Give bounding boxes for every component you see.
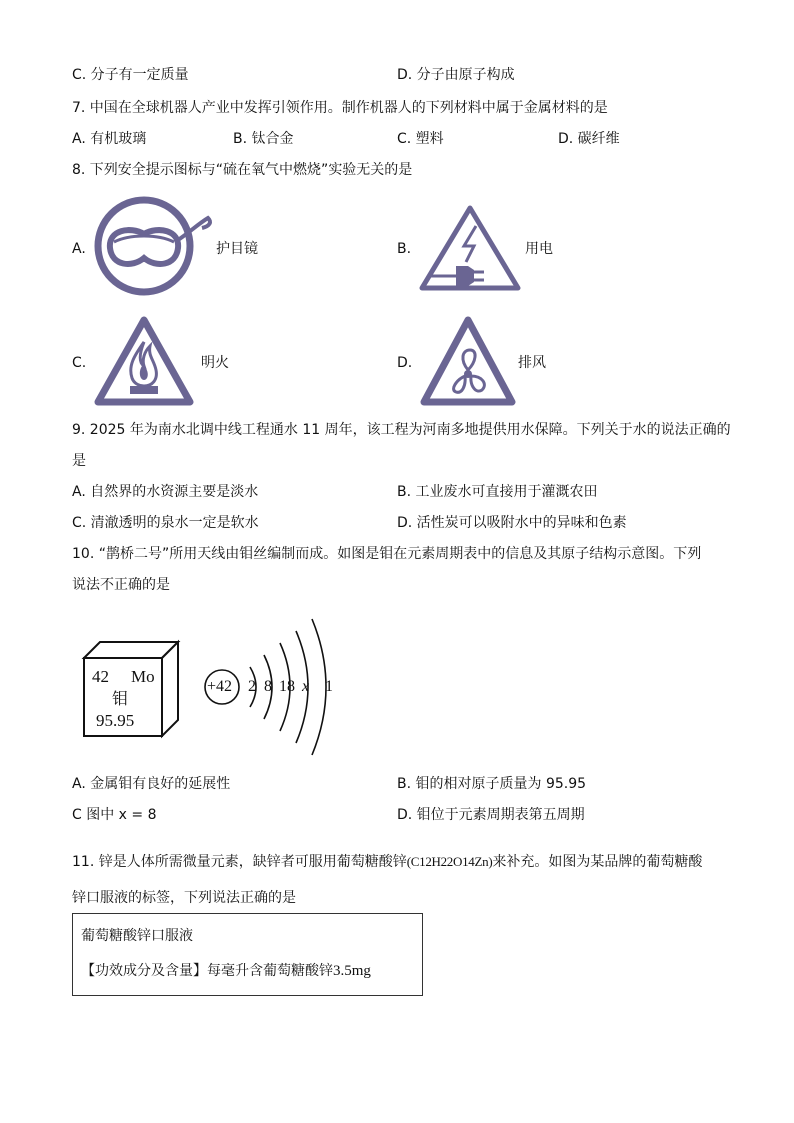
element-name: 钼 bbox=[112, 689, 129, 708]
goggles-icon bbox=[94, 196, 204, 296]
q7-stem: 7. 中国在全球机器人产业中发挥引领作用。制作机器人的下列材料中属于金属材料的是 bbox=[72, 100, 608, 116]
open-flame-icon bbox=[94, 316, 194, 408]
q9-stem-line2: 是 bbox=[72, 453, 86, 469]
zinc-gluconate-formula: (C12H22O14Zn) bbox=[406, 854, 493, 869]
q8-option-a-letter: A. bbox=[72, 241, 86, 257]
q8-option-b-label: 用电 bbox=[525, 241, 553, 257]
q8-option-d-label: 排风 bbox=[518, 355, 546, 371]
shell-electrons-1: 2 bbox=[248, 678, 256, 695]
q8-option-a-label: 护目镜 bbox=[216, 241, 258, 257]
q8-option-c-label: 明火 bbox=[201, 355, 229, 371]
q10-stem-line1: 10. “鹊桥二号”所用天线由钼丝编制而成。如图是钼在元素周期表中的信息及其原子结构示意图。下列 bbox=[72, 546, 702, 562]
q10-option-d: D. 钼位于元素周期表第五周期 bbox=[397, 807, 585, 823]
q10-stem-line2: 说法不正确的是 bbox=[72, 577, 170, 593]
product-label-box bbox=[72, 913, 423, 996]
q11-stem-line1 bbox=[72, 853, 702, 871]
q7-option-d: D. 碳纤维 bbox=[558, 131, 620, 147]
q9-option-c: C. 清澈透明的泉水一定是软水 bbox=[72, 515, 259, 531]
atom-nucleus-charge: +42 bbox=[207, 678, 233, 695]
q10-option-c: C 图中 x = 8 bbox=[72, 807, 157, 823]
shell-electrons-4: x bbox=[302, 678, 310, 695]
element-atomic-mass: 95.95 bbox=[96, 711, 135, 730]
shell-electrons-2: 8 bbox=[264, 678, 272, 695]
q9-stem-line1: 9. 2025 年为南水北调中线工程通水 11 周年，该工程为河南多地提供用水保障。下列关于水的说法正确的 bbox=[72, 422, 731, 438]
q8-stem: 8. 下列安全提示图标与“硫在氧气中燃烧”实验无关的是 bbox=[72, 162, 413, 178]
q9-option-d: D. 活性炭可以吸附水中的异味和色素 bbox=[397, 515, 627, 531]
q8-option-c-letter: C. bbox=[72, 355, 87, 371]
product-label-content bbox=[81, 962, 371, 980]
q11-stem-post: 来补充。如图为某品牌的葡萄糖酸 bbox=[492, 854, 703, 870]
q8-option-b-letter: B. bbox=[397, 241, 412, 257]
q11-stem-pre: 11. 锌是人体所需微量元素，缺锌者可服用葡萄糖酸锌 bbox=[72, 854, 407, 870]
q9-option-b: B. 工业废水可直接用于灌溉农田 bbox=[397, 484, 598, 500]
element-atomic-number: 42 bbox=[92, 667, 109, 686]
q10-option-a: A. 金属钼有良好的延展性 bbox=[72, 776, 231, 792]
element-symbol: Mo bbox=[131, 667, 155, 686]
q11-stem-line2: 锌口服液的标签，下列说法正确的是 bbox=[72, 890, 296, 906]
q6-option-c: C. 分子有一定质量 bbox=[72, 67, 189, 83]
q6-option-d: D. 分子由原子构成 bbox=[397, 67, 515, 83]
q7-option-b: B. 钛合金 bbox=[233, 131, 294, 147]
exhaust-fan-icon bbox=[420, 316, 516, 408]
electric-plug-icon bbox=[418, 204, 522, 292]
shell-electrons-3: 18 bbox=[279, 678, 295, 695]
q7-option-c: C. 塑料 bbox=[397, 131, 444, 147]
q8-option-d-letter: D. bbox=[397, 355, 413, 371]
q7-option-a: A. 有机玻璃 bbox=[72, 131, 147, 147]
product-label-value: 3.5mg bbox=[333, 963, 371, 979]
product-label-prefix: 【功效成分及含量】每毫升含葡萄糖酸锌 bbox=[81, 963, 333, 979]
q9-option-a: A. 自然界的水资源主要是淡水 bbox=[72, 484, 259, 500]
product-label-title: 葡萄糖酸锌口服液 bbox=[81, 928, 193, 944]
shell-electrons-5: 1 bbox=[325, 678, 333, 695]
q10-option-b: B. 钼的相对原子质量为 95.95 bbox=[397, 776, 587, 792]
